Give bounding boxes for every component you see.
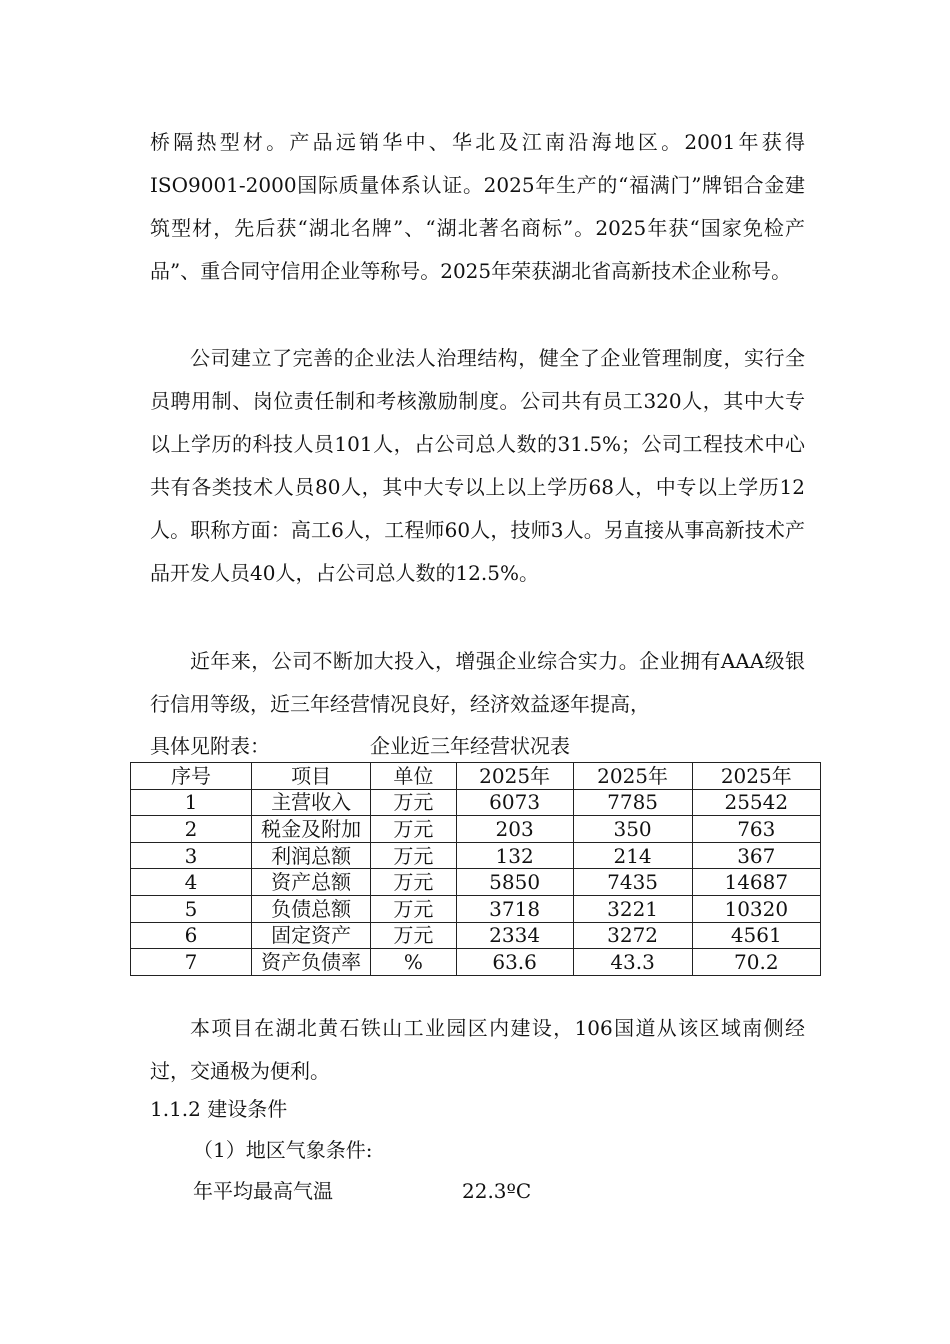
table-cell: 万元 <box>371 922 457 949</box>
table-cell: 43.3 <box>573 949 692 976</box>
table-cell: 7435 <box>573 869 692 896</box>
table-cell: 4561 <box>692 922 820 949</box>
table-caption: 企业近三年经营状况表 <box>370 734 570 758</box>
operating-status-table <box>130 762 821 976</box>
table-cell: % <box>371 949 457 976</box>
climate-value: 22.3ºC <box>462 1179 532 1203</box>
header-cell: 2025年 <box>456 763 573 790</box>
table-cell: 350 <box>573 816 692 843</box>
table-cell: 负债总额 <box>252 895 371 922</box>
table-cell: 主营收入 <box>252 789 371 816</box>
table-intro-text: 具体见附表： <box>150 734 270 758</box>
paragraph-project-location: 本项目在湖北黄石铁山工业园区内建设，106国道从该区域南侧经过，交通极为便利。 <box>150 1016 805 1083</box>
table-cell: 万元 <box>371 869 457 896</box>
table-cell: 税金及附加 <box>252 816 371 843</box>
table-cell: 资产总额 <box>252 869 371 896</box>
table-cell: 3221 <box>573 895 692 922</box>
table-cell: 7 <box>131 949 252 976</box>
table-cell: 132 <box>456 842 573 869</box>
table-cell: 6073 <box>456 789 573 816</box>
table-row <box>131 869 821 896</box>
table-cell: 203 <box>456 816 573 843</box>
table-cell: 3 <box>131 842 252 869</box>
table-cell: 10320 <box>692 895 820 922</box>
table-row <box>131 816 821 843</box>
table-row <box>131 922 821 949</box>
header-cell: 序号 <box>131 763 252 790</box>
climate-label: 年平均最高气温 <box>193 1179 333 1203</box>
table-cell: 214 <box>573 842 692 869</box>
table-cell: 万元 <box>371 816 457 843</box>
header-cell: 项目 <box>252 763 371 790</box>
table-cell: 7785 <box>573 789 692 816</box>
table-cell: 14687 <box>692 869 820 896</box>
table-cell: 2 <box>131 816 252 843</box>
header-cell: 2025年 <box>573 763 692 790</box>
header-cell: 2025年 <box>692 763 820 790</box>
table-cell: 70.2 <box>692 949 820 976</box>
table-header-row <box>131 763 821 790</box>
table-cell: 万元 <box>371 842 457 869</box>
table-cell: 万元 <box>371 789 457 816</box>
table-row <box>131 895 821 922</box>
table-cell: 6 <box>131 922 252 949</box>
table-cell: 763 <box>692 816 820 843</box>
table-row <box>131 789 821 816</box>
table-cell: 固定资产 <box>252 922 371 949</box>
table-cell: 万元 <box>371 895 457 922</box>
paragraph-company-staff: 公司建立了完善的企业法人治理结构，健全了企业管理制度，实行全员聘用制、岗位责任制和考核激励制度。公司共有员工320人，其中大专以上学历的科技人员101人，占公司总人数的31.5%；公司工程技术中心共有各类技术人员80人，其中大专以上以上学历68人，中专以上学历12人。职称方面：高工6人，工程师60人，技师3人。另直接从事高新技术产品开发人员40人，占公司总人数的12.5%。 <box>150 346 805 585</box>
table-row <box>131 842 821 869</box>
table-cell: 利润总额 <box>252 842 371 869</box>
subsection-heading: （1）地区气象条件: <box>193 1138 373 1162</box>
table-cell: 367 <box>692 842 820 869</box>
table-cell: 1 <box>131 789 252 816</box>
table-cell: 3718 <box>456 895 573 922</box>
table-row <box>131 949 821 976</box>
table-cell: 2334 <box>456 922 573 949</box>
table-cell: 4 <box>131 869 252 896</box>
section-heading: 1.1.2 建设条件 <box>150 1097 288 1121</box>
table-cell: 5 <box>131 895 252 922</box>
table-cell: 25542 <box>692 789 820 816</box>
table-cell: 5850 <box>456 869 573 896</box>
table-cell: 63.6 <box>456 949 573 976</box>
table-cell: 资产负债率 <box>252 949 371 976</box>
paragraph-company-investment: 近年来，公司不断加大投入，增强企业综合实力。企业拥有AAA级银行信用等级，近三年经营情况良好，经济效益逐年提高， <box>150 649 805 716</box>
header-cell: 单位 <box>371 763 457 790</box>
paragraph-company-awards: 桥隔热型材。产品远销华中、华北及江南沿海地区。2001年获得ISO9001-2000国际质量体系认证。2025年生产的“福满门”牌铝合金建筑型材，先后获“湖北名牌”、“湖北著名商标”。2025年获“国家免检产品”、重合同守信用企业等称号。2025年荣获湖北省高新技术企业称号。 <box>150 130 805 283</box>
table-cell: 3272 <box>573 922 692 949</box>
